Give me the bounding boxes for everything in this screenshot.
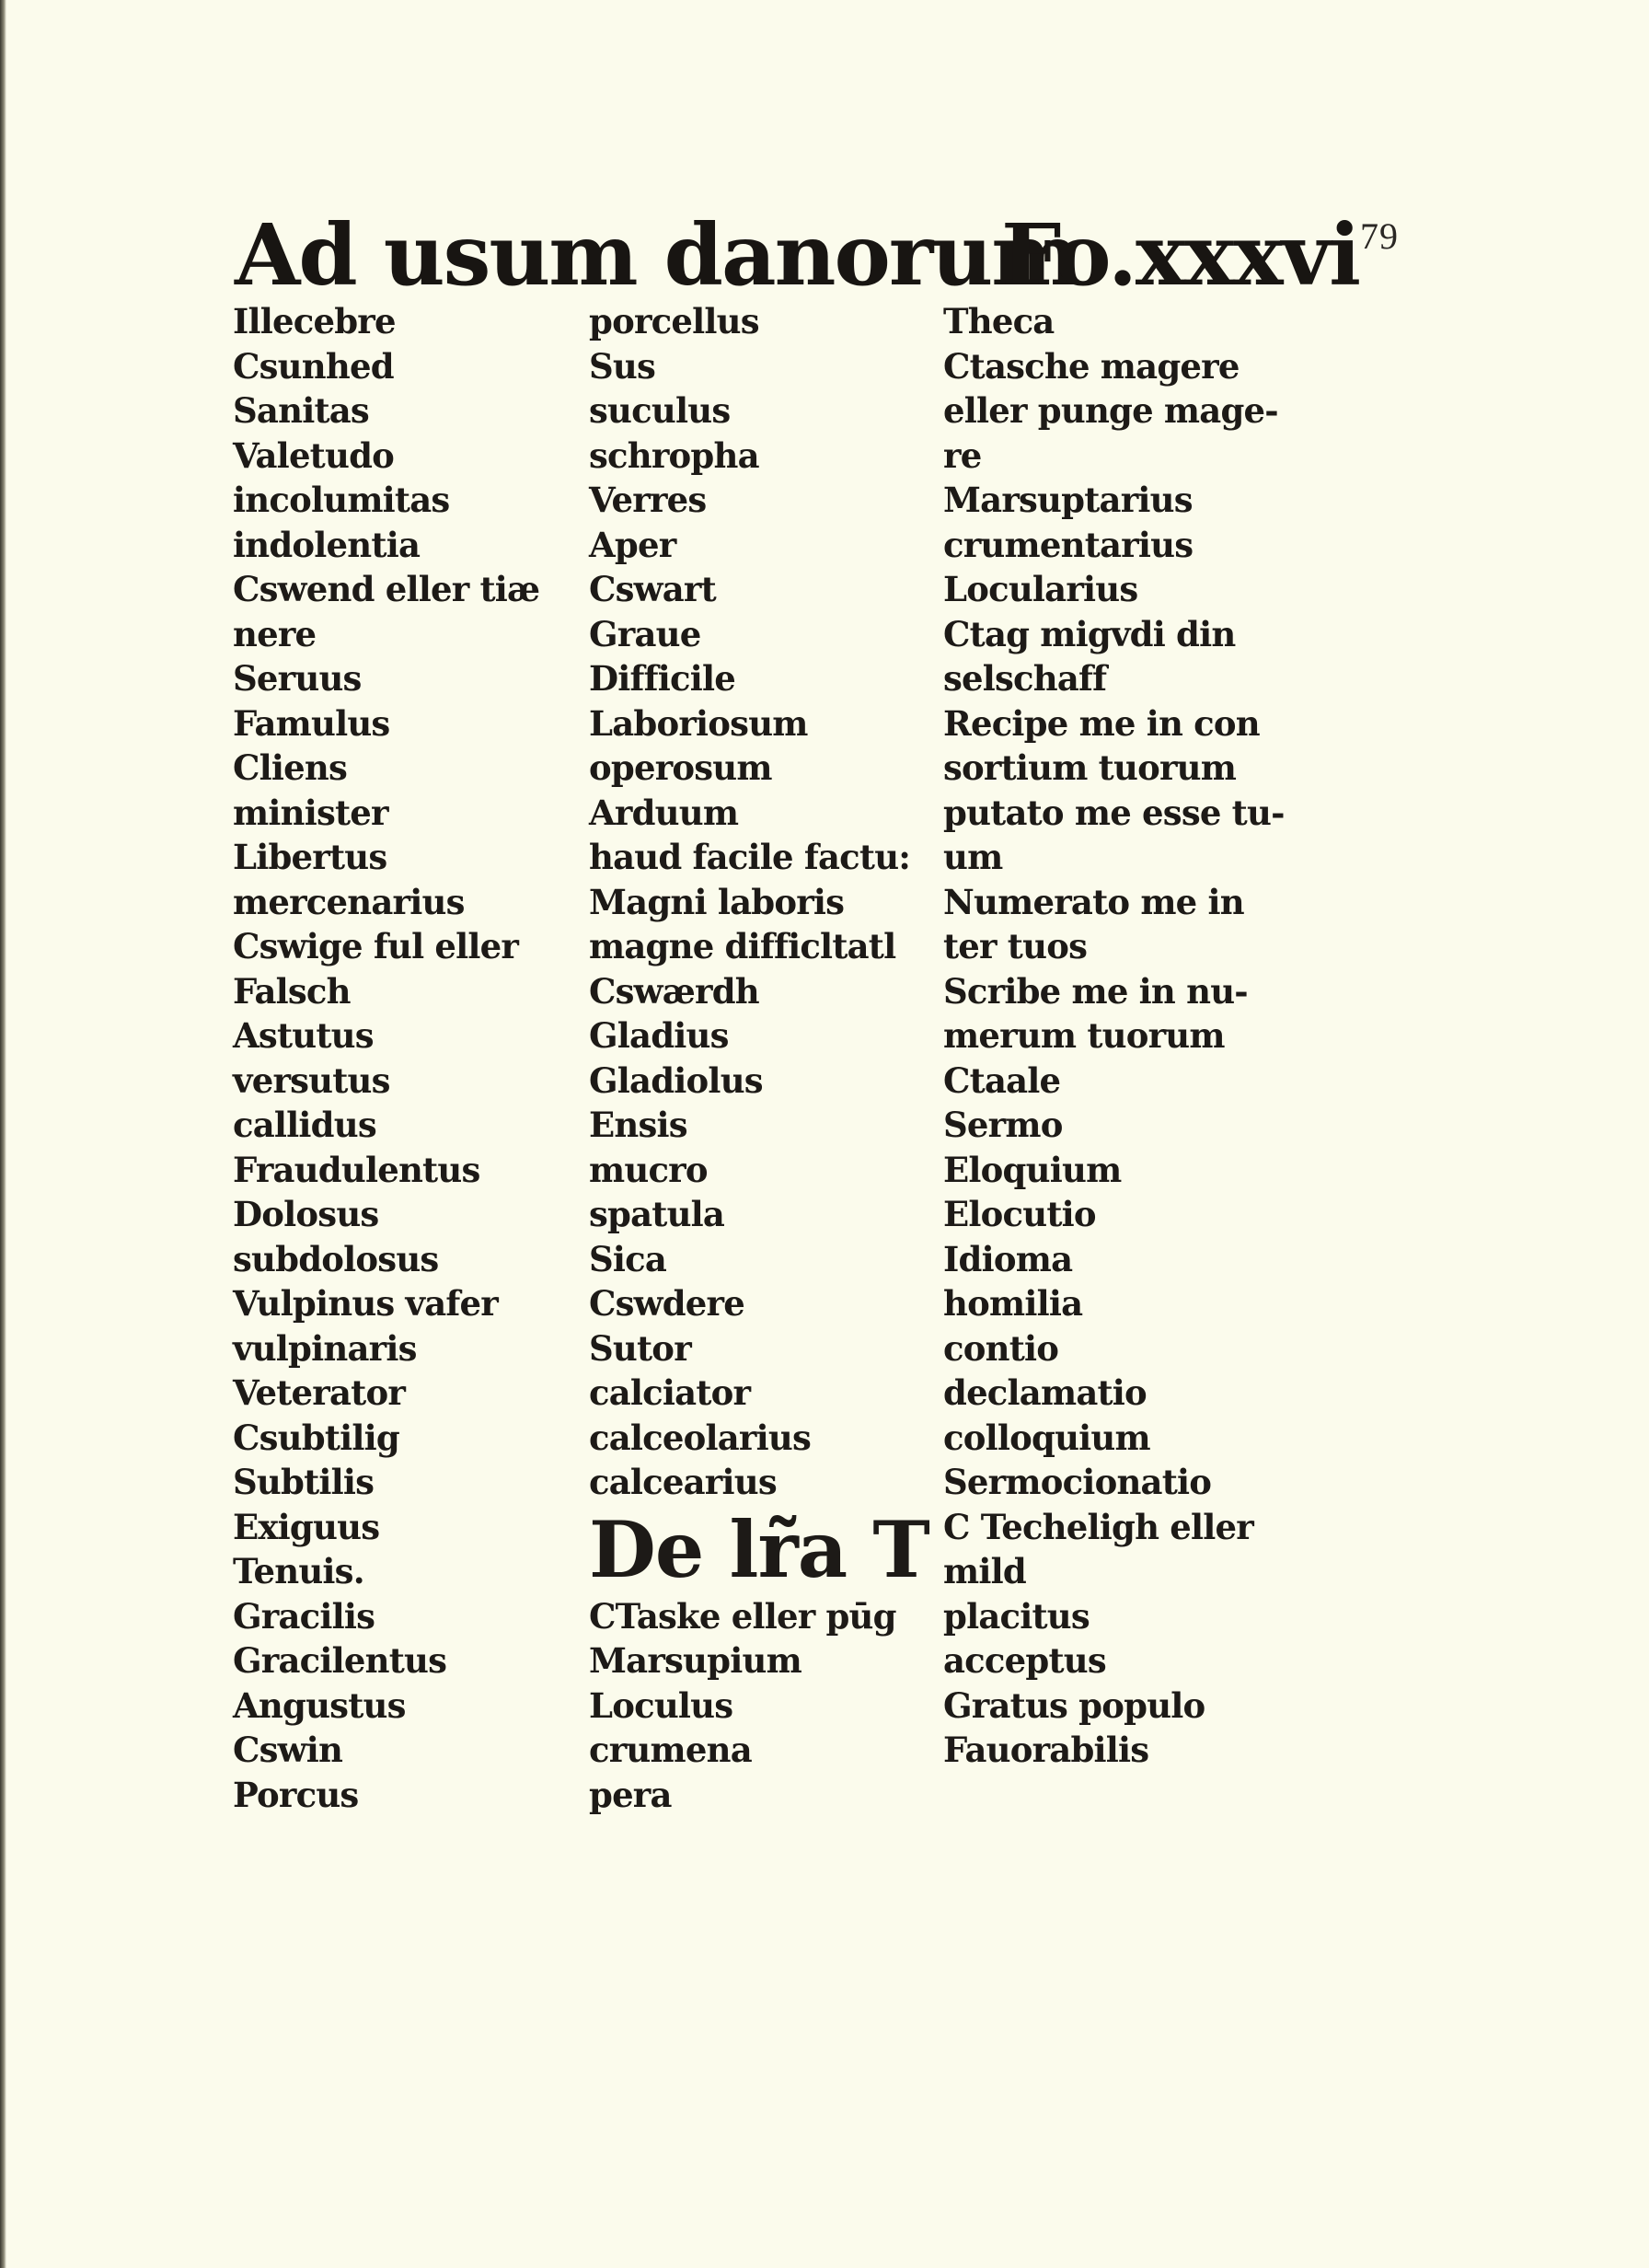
glossary-entry: Ctasche magere [943, 345, 1240, 387]
glossary-entry: mercenarius [233, 881, 465, 922]
glossary-entry: Illecebre [233, 301, 396, 341]
glossary-entry: Cswend eller tiæ [233, 569, 540, 609]
glossary-entry: placitus [943, 1595, 1090, 1637]
glossary-entry: indolentia [233, 524, 421, 565]
glossary-entry: operosum [589, 747, 772, 788]
glossary-entry: Csubtilig [233, 1417, 399, 1458]
glossary-entry: CTaske eller pūg [589, 1595, 896, 1637]
glossary-entry: calcearius [589, 1462, 777, 1502]
glossary-entry: Gracilis [233, 1595, 375, 1637]
glossary-entry: Aper [589, 524, 676, 565]
glossary-entry: Difficile [589, 658, 736, 699]
glossary-entry: Ensis [589, 1105, 687, 1145]
glossary-entry: Recipe me in con [943, 702, 1260, 744]
glossary-entry: Marsuptarius [943, 480, 1193, 520]
glossary-entry: incolumitas [233, 480, 450, 520]
glossary-entry: magne difficltatl [589, 926, 896, 966]
glossary-entry: crumentarius [943, 524, 1194, 565]
glossary-entry: Valetudo [233, 434, 395, 476]
glossary-entry: Gladius [589, 1015, 729, 1056]
glossary-entry: Tenuis. [233, 1551, 364, 1591]
glossary-entry: Sermocionatio [943, 1462, 1212, 1502]
glossary-entry: Loculus [589, 1684, 733, 1726]
glossary-entry: Falsch [233, 970, 351, 1012]
glossary-entry: Locularius [943, 569, 1138, 609]
glossary-entry: Sermo [943, 1105, 1063, 1145]
glossary-entry: Arduum [589, 792, 739, 833]
glossary-entry: Scribe me in nu- [943, 970, 1248, 1012]
glossary-entry: Libertus [233, 837, 387, 877]
glossary-entry: Veterator [233, 1372, 406, 1413]
running-head-left: Ad usum danorum [235, 205, 1079, 305]
glossary-entry: crumena [589, 1730, 752, 1770]
glossary-entry: um [943, 837, 1003, 877]
glossary-entry: Laboriosum [589, 702, 808, 744]
glossary-entry: Angustus [233, 1684, 406, 1726]
glossary-entry: Gracilentus [233, 1640, 447, 1681]
glossary-column-2 [589, 299, 943, 1817]
glossary-entry: re [943, 434, 982, 476]
glossary-entry: nere [233, 613, 317, 654]
glossary-entry: Cswart [589, 569, 716, 609]
glossary-entry: Subtilis [233, 1462, 375, 1502]
glossary-entry: Seruus [233, 658, 362, 699]
glossary-entry: Gladiolus [589, 1059, 763, 1101]
glossary-entry: Theca [943, 301, 1055, 341]
glossary-entry: suculus [589, 390, 731, 431]
glossary-entry: subdolosus [233, 1238, 439, 1279]
section-heading-letter-t: De lr̃a T [589, 1503, 929, 1595]
glossary-entry: haud facile factu: [589, 837, 911, 877]
glossary-entry: Dolosus [233, 1194, 379, 1234]
glossary-entry: Fraudulentus [233, 1149, 480, 1190]
glossary-entry: Magni laboris [589, 881, 845, 922]
glossary-entry: calciator [589, 1372, 751, 1413]
glossary-entry: Exiguus [233, 1506, 380, 1547]
glossary-entry: minister [233, 792, 388, 833]
glossary-entry: Ctag migvdi din [943, 613, 1236, 654]
glossary-entry: Marsupium [589, 1640, 801, 1681]
glossary-entry: Eloquium [943, 1149, 1122, 1190]
glossary-entry: merum tuorum [943, 1015, 1225, 1056]
glossary-entry: selschaff [943, 658, 1107, 699]
glossary-entry: Csunhed [233, 345, 394, 387]
glossary-entry: versutus [233, 1059, 390, 1101]
glossary-entry: Numerato me in [943, 881, 1244, 922]
glossary-entry: contio [943, 1327, 1059, 1369]
glossary-entry: vulpinaris [233, 1327, 417, 1369]
glossary-entry: Elocutio [943, 1194, 1096, 1234]
glossary-entry: Graue [589, 613, 701, 654]
glossary-entry: porcellus [589, 301, 759, 341]
glossary-entry: colloquium [943, 1417, 1150, 1458]
glossary-entry: Sutor [589, 1327, 691, 1369]
glossary-entry: Cswige ful eller [233, 926, 519, 966]
glossary-column-3 [943, 299, 1293, 1773]
glossary-entry: mild [943, 1551, 1026, 1591]
glossary-entry: Famulus [233, 702, 390, 744]
glossary-entry: putato me esse tu- [943, 792, 1285, 833]
glossary-entry: Sica [589, 1238, 667, 1279]
glossary-entry: Verres [589, 480, 707, 520]
glossary-entry: Gratus populo [943, 1684, 1205, 1726]
glossary-entry: Cswin [233, 1730, 343, 1770]
glossary-entry: Idioma [943, 1238, 1073, 1279]
glossary-entry: acceptus [943, 1640, 1106, 1681]
glossary-entry: Cswærdh [589, 970, 759, 1012]
glossary-entry: pera [589, 1774, 672, 1815]
page-number: 79 [1360, 215, 1399, 257]
glossary-entry: declamatio [943, 1372, 1147, 1413]
glossary-entry: Ctaale [943, 1059, 1061, 1101]
running-head-folio: Fo.xxxvi [1001, 205, 1360, 305]
glossary-entry: callidus [233, 1105, 376, 1145]
glossary-entry: Porcus [233, 1774, 359, 1815]
glossary-entry: Sus [589, 345, 656, 387]
glossary-entry: sortium tuorum [943, 747, 1237, 788]
scan-edge-shadow [0, 0, 6, 2268]
glossary-entry: calceolarius [589, 1417, 812, 1458]
glossary-entry: eller punge mage- [943, 390, 1278, 431]
glossary-entry: Astutus [233, 1015, 374, 1056]
glossary-entry: spatula [589, 1194, 725, 1234]
glossary-entry: Fauorabilis [943, 1730, 1149, 1770]
glossary-entry: Sanitas [233, 390, 369, 431]
glossary-column-1 [233, 299, 582, 1817]
glossary-entry: Vulpinus vafer [233, 1283, 498, 1324]
glossary-entry: Cliens [233, 747, 348, 788]
glossary-entry: schropha [589, 434, 759, 476]
glossary-entry: C Techeligh eller [943, 1506, 1253, 1547]
glossary-entry: ter tuos [943, 926, 1088, 966]
glossary-entry: Cswdere [589, 1283, 744, 1324]
glossary-entry: homilia [943, 1283, 1083, 1324]
glossary-entry: mucro [589, 1149, 708, 1190]
